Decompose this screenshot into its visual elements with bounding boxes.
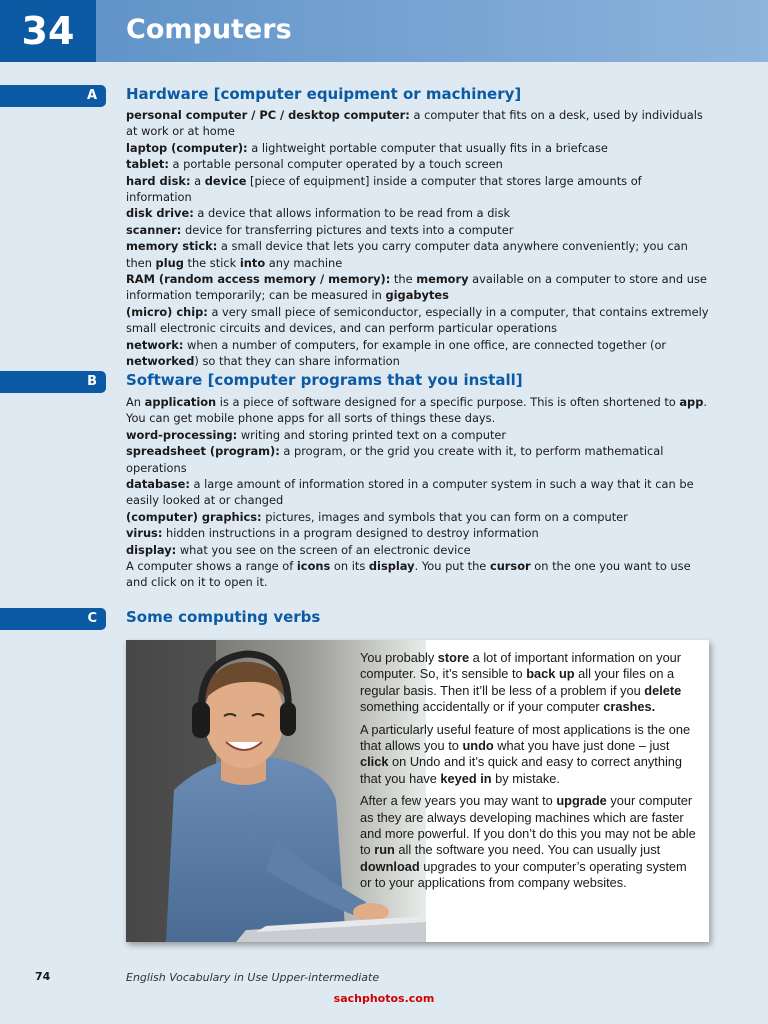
page-number: 74 [35, 970, 51, 983]
term: virus: [126, 526, 163, 541]
section-a-tab: A [0, 85, 106, 107]
term: RAM (random access memory / memory): [126, 272, 391, 287]
term: laptop (computer): [126, 140, 248, 155]
unit-title: Computers [126, 14, 292, 45]
entry-database [126, 476, 711, 509]
section-a-title: Hardware [computer equipment or machinery] [126, 85, 522, 103]
term: scanner: [126, 222, 182, 237]
definition: device for transferring pictures and texts into a computer [181, 222, 514, 237]
text: what you have just done – just [493, 738, 670, 754]
term: (micro) chip: [126, 304, 208, 319]
term: spreadsheet (program): [126, 444, 280, 459]
definition-end: any machine [265, 255, 343, 270]
text: A computer shows a range of [126, 559, 297, 574]
text: . You put the [414, 559, 490, 574]
definition: what you see on the screen of an electronic device [176, 542, 471, 557]
keyword: delete [644, 682, 682, 698]
entry-disk-drive [126, 205, 711, 221]
term: hard disk: [126, 173, 191, 188]
text: After a few years you may want to [360, 793, 557, 809]
definition-bold: device [204, 173, 247, 188]
definition: when a number of computers, for example in one office, are connected together (or [183, 337, 667, 352]
text: a lot of important information on your computer. So, it’s sensible to [360, 650, 682, 682]
text: on the one you want to use and click on it to open it. [126, 559, 691, 590]
verbs-text [360, 650, 700, 898]
keyword: cursor [489, 559, 531, 574]
definition-mid: ) so that they can share information [194, 354, 400, 369]
keyword: memory [416, 272, 469, 287]
section-c-title: Some computing verbs [126, 608, 321, 626]
term: (computer) graphics: [126, 509, 262, 524]
term: network: [126, 337, 184, 352]
definition: writing and storing printed text on a computer [237, 427, 507, 442]
keyword: upgrade [556, 793, 607, 809]
section-a-body [126, 107, 711, 370]
keyword: undo [462, 738, 494, 754]
unit-header [0, 0, 768, 62]
text: on its [330, 559, 369, 574]
entry-word-processing [126, 427, 711, 443]
definition: pictures, images and symbols that you can form on a computer [261, 509, 628, 524]
keyword: keyed in [440, 770, 492, 786]
keyword: back up [526, 666, 575, 682]
text: something accidentally or if your computer [360, 699, 604, 715]
keyword: application [144, 395, 217, 409]
text: by mistake. [491, 770, 560, 786]
definition: a program, or the grid you create with it, to perform mathematical operations [126, 444, 664, 475]
text: upgrades to your computer’s operating system or to your applications from company websites. [360, 858, 687, 891]
definition: a large amount of information stored in a computer system in such a way that it can be easily looked at or changed [126, 477, 694, 508]
text: . You can get mobile phone apps for all sorts of things these days. [126, 395, 707, 426]
term: word-processing: [126, 427, 238, 442]
keyword: app [679, 395, 704, 409]
verbs-paragraph-2 [360, 722, 700, 788]
verbs-paragraph-1 [360, 650, 700, 716]
text: on Undo and it’s quick and easy to correct anything that you have [360, 754, 683, 786]
outro-paragraph [126, 558, 711, 591]
entry-display [126, 542, 711, 558]
text: An [126, 395, 145, 409]
verbs-panel [126, 640, 709, 942]
keyword: crashes. [603, 699, 656, 715]
entry-laptop [126, 140, 711, 156]
keyword: icons [296, 559, 331, 574]
text: all the software you need. You can usually just [394, 842, 661, 858]
text: all your files on a regular basis. Then it’ll be less of a problem if you [360, 666, 675, 698]
term: memory stick: [126, 239, 218, 254]
entry-hard-disk [126, 173, 711, 206]
keyword: click [360, 754, 389, 770]
verbs-paragraph-3 [360, 793, 700, 891]
definition: a computer that fits on a desk, used by individuals at work or at home [126, 108, 703, 139]
definition-mid: available on a computer to store and use information temporarily; can be measured in [126, 272, 707, 303]
entry-network [126, 337, 711, 370]
entry-virus [126, 525, 711, 541]
keyword: download [360, 858, 420, 874]
entry-scanner [126, 222, 711, 238]
term: display: [126, 542, 177, 557]
entry-spreadsheet [126, 443, 711, 476]
entry-graphics [126, 509, 711, 525]
term: disk drive: [126, 206, 194, 221]
text: You probably [360, 650, 438, 665]
definition-pre: a [190, 173, 205, 188]
keyword: display [368, 559, 415, 574]
definition: a portable personal computer operated by a touch screen [168, 157, 503, 172]
entry-tablet [126, 156, 711, 172]
keyword: networked [126, 354, 195, 369]
entry-ram [126, 271, 711, 304]
entry-pc [126, 107, 711, 140]
term: database: [126, 477, 190, 492]
definition: a device that allows information to be read from a disk [193, 206, 511, 221]
watermark: sachphotos.com [333, 992, 435, 1005]
section-b-body [126, 394, 711, 591]
text: is a piece of software designed for a specific purpose. This is often shortened to [216, 395, 680, 409]
section-b-title: Software [computer programs that you install] [126, 371, 523, 389]
keyword: run [374, 842, 395, 858]
keyword: store [437, 650, 470, 665]
definition: a small device that lets you carry computer data anywhere conveniently; you can then [126, 239, 688, 270]
text: your computer as they are always developing machines which are faster and more powerful. If you don’t do this you may not be able to [360, 793, 696, 858]
definition: hidden instructions in a program designed to destroy information [162, 526, 539, 541]
intro-paragraph [126, 394, 711, 427]
definition: [piece of equipment] inside a computer that stores large amounts of information [126, 173, 642, 205]
term: tablet: [126, 157, 169, 172]
keyword: into [239, 255, 266, 270]
term: personal computer / PC / desktop computer: [126, 108, 410, 122]
section-c-tab: C [0, 608, 106, 630]
definition: a lightweight portable computer that usually fits in a briefcase [247, 140, 608, 155]
keyword: gigabytes [385, 288, 449, 303]
definition: a very small piece of semiconductor, especially in a computer, that contains extremely small electronic circuits and devices, and can perform particular operations [126, 304, 709, 336]
book-title: English Vocabulary in Use Upper-intermediate [126, 971, 380, 984]
entry-memory-stick [126, 238, 711, 271]
definition-mid: the stick [183, 255, 240, 270]
unit-number: 34 [0, 0, 96, 62]
text: A particularly useful feature of most applications is the one that allows you to [360, 721, 691, 754]
definition: the [390, 272, 417, 287]
entry-chip [126, 304, 711, 337]
section-b-tab: B [0, 371, 106, 393]
keyword: plug [155, 255, 184, 270]
